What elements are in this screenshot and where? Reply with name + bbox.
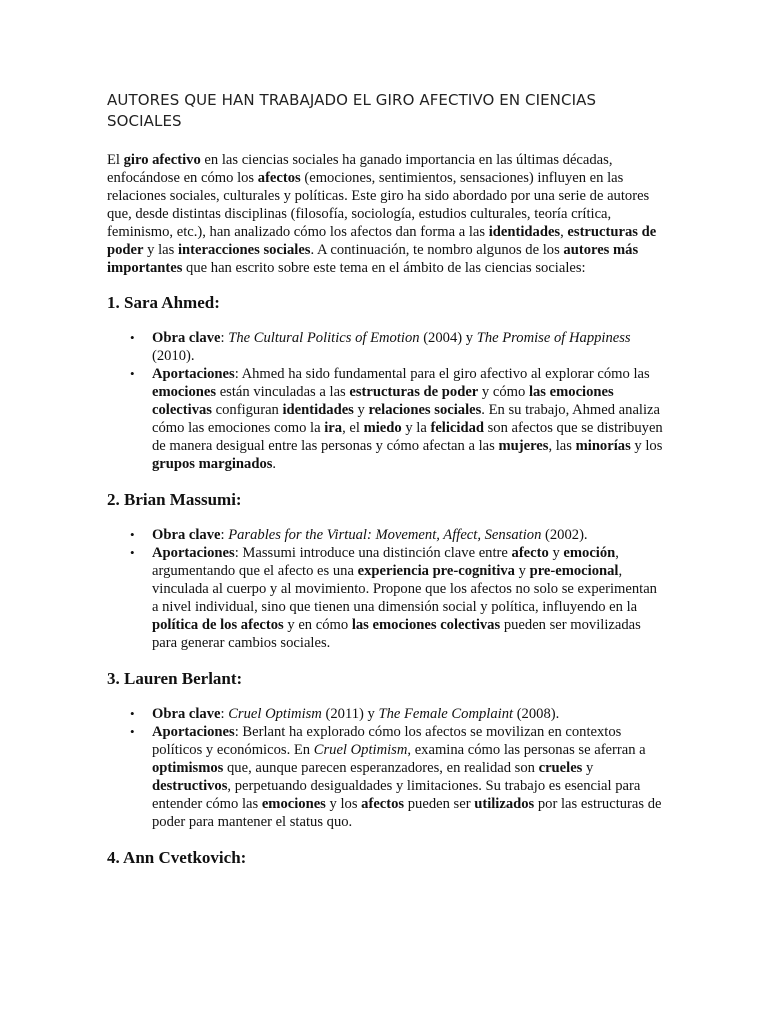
list-item-obra-clave: • Obra clave: The Cultural Politics of Emotion (2004) y The Promise of Happiness (2010).: [130, 330, 631, 364]
list-item-aportaciones: • Aportaciones: Berlant ha explorado cómo los afectos se movilizan en contextos políticos y económicos. En Cruel Optimism, examina cómo las personas se aferran a optimismos que, aunque parecen esperanzadores, en realidad son crueles y destructivos, perpetuando desigualdades y limitaciones. Su trabajo es esencial para entender cómo las emociones y los afectos pueden ser utilizados por las estructuras de poder para mantener el status quo.: [130, 724, 662, 830]
section-list-lauren-berlant: [107, 705, 667, 831]
document-content: [107, 90, 667, 884]
document-title: AUTORES QUE HAN TRABAJADO EL GIRO AFECTIVO EN CIENCIAS SOCIALES: [107, 91, 597, 130]
list-item-aportaciones: • Aportaciones: Massumi introduce una distinción clave entre afecto y emoción, argumentando que el afecto es una experiencia pre-cognitiva y pre-emocional, vinculada al cuerpo y al movimiento. Propone que los afectos no solo se experimentan a nivel individual, sino que tienen una dimensión social y política, influyendo en la política de los afectos y en cómo las emociones colectivas pueden ser movilizadas para generar cambios sociales.: [130, 545, 657, 651]
list-item-aportaciones: • Aportaciones: Ahmed ha sido fundamental para el giro afectivo al explorar cómo las emociones están vinculadas a las estructuras de poder y cómo las emociones colectivas configuran identidades y relaciones sociales. En su trabajo, Ahmed analiza cómo las emociones como la ira, el miedo y la felicidad son afectos que se distribuyen de manera desigual entre las personas y cómo afectan a las mujeres, las minorías y los grupos marginados.: [130, 366, 663, 472]
section-heading-lauren-berlant: 3. Lauren Berlant:: [107, 669, 243, 688]
section-list-brian-massumi: [107, 526, 667, 652]
section-heading-sara-ahmed: 1. Sara Ahmed:: [107, 293, 220, 312]
section-heading-ann-cvetkovich: 4. Ann Cvetkovich:: [107, 848, 247, 867]
list-item-obra-clave: • Obra clave: Cruel Optimism (2011) y The Female Complaint (2008).: [130, 706, 560, 722]
bullet-icon: •: [130, 330, 135, 345]
bullet-icon: •: [130, 706, 135, 721]
bullet-icon: •: [130, 527, 135, 542]
bullet-icon: •: [130, 545, 135, 560]
section-list-sara-ahmed: [107, 329, 667, 473]
bullet-icon: •: [130, 724, 135, 739]
section-heading-brian-massumi: 2. Brian Massumi:: [107, 490, 242, 509]
list-item-obra-clave: • Obra clave: Parables for the Virtual: Movement, Affect, Sensation (2002).: [130, 527, 588, 543]
intro-paragraph: El giro afectivo en las ciencias sociales ha ganado importancia en las últimas décadas, enfocándose en cómo los afectos (emociones, sentimientos, sensaciones) influyen en las relaciones sociales, culturales y políticas. Este giro ha sido abordado por una serie de autores que, desde distintas disciplinas (filosofía, sociología, estudios culturales, teoría crítica, feminismo, etc.), han analizado cómo los afectos dan forma a las identidades, estructuras de poder y las interacciones sociales. A continuación, te nombro algunos de los autores más importantes que han escrito sobre este tema en el ámbito de las ciencias sociales:: [107, 152, 657, 276]
bullet-icon: •: [130, 366, 135, 381]
